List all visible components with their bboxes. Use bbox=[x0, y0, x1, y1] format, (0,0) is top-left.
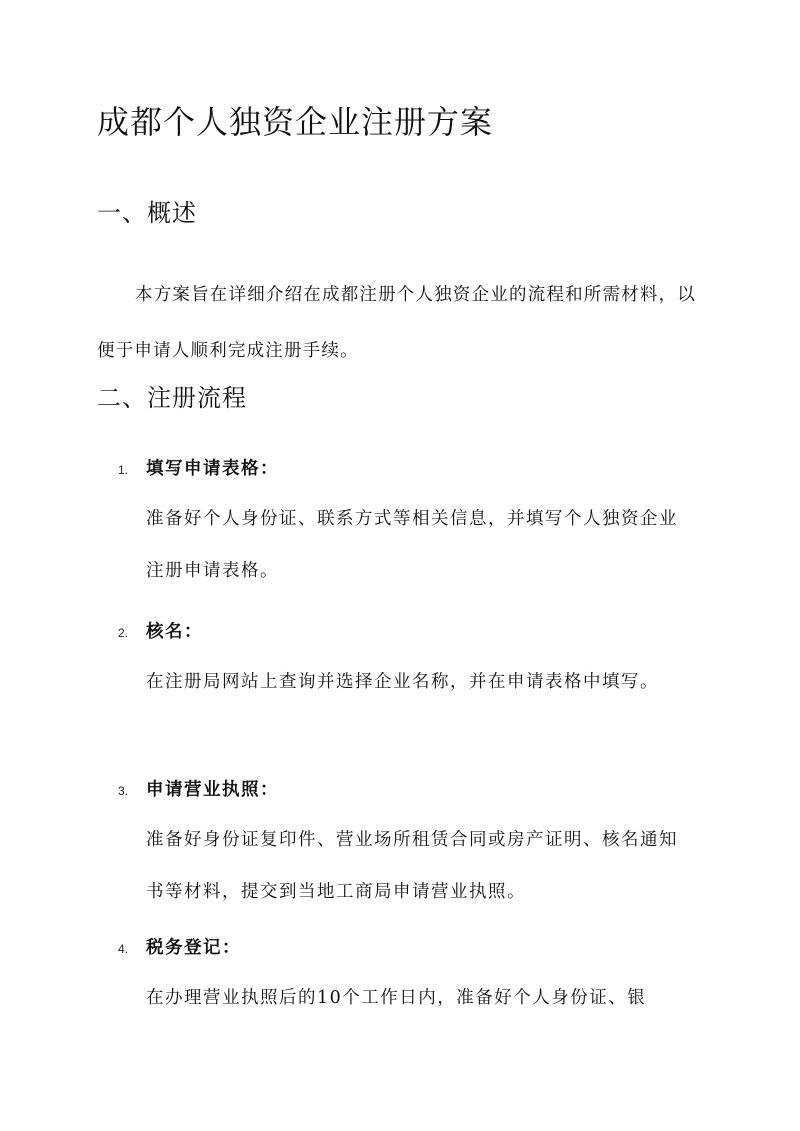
step-title: 申请营业执照： bbox=[146, 780, 279, 800]
list-item bbox=[118, 934, 718, 1024]
list-item bbox=[118, 776, 718, 918]
section-heading-overview: 一、概述 bbox=[97, 199, 197, 227]
step-description: 在注册局网站上查询并选择企业名称，并在申请表格中填写。 bbox=[146, 672, 659, 692]
list-item bbox=[118, 618, 718, 708]
step-title: 填写申请表格： bbox=[146, 459, 279, 479]
overview-paragraph: 本方案旨在详细介绍在成都注册个人独资企业的流程和所需材料，以便于申请人顺利完成注册手续。 bbox=[97, 285, 696, 361]
step-header bbox=[118, 618, 718, 646]
step-description: 准备好个人身份证、联系方式等相关信息，并填写个人独资企业注册申请表格。 bbox=[146, 509, 678, 581]
section-heading-registration-process: 二、注册流程 bbox=[97, 384, 247, 412]
step-header bbox=[118, 776, 718, 804]
step-title: 核名： bbox=[146, 622, 203, 642]
step-number: 2. bbox=[118, 626, 129, 640]
step-number: 1. bbox=[118, 463, 129, 477]
step-title: 税务登记： bbox=[146, 938, 241, 958]
document-title: 成都个人独资企业注册方案 bbox=[97, 103, 494, 141]
step-number: 3. bbox=[118, 784, 129, 798]
step-number: 4. bbox=[118, 942, 129, 956]
step-description: 准备好身份证复印件、营业场所租赁合同或房产证明、核名通知书等材料，提交到当地工商局申请营业执照。 bbox=[146, 830, 678, 902]
step-description: 在办理营业执照后的10个工作日内，准备好个人身份证、银 bbox=[146, 988, 647, 1008]
step-header bbox=[118, 455, 718, 483]
list-item bbox=[118, 455, 718, 597]
step-header bbox=[118, 934, 718, 962]
